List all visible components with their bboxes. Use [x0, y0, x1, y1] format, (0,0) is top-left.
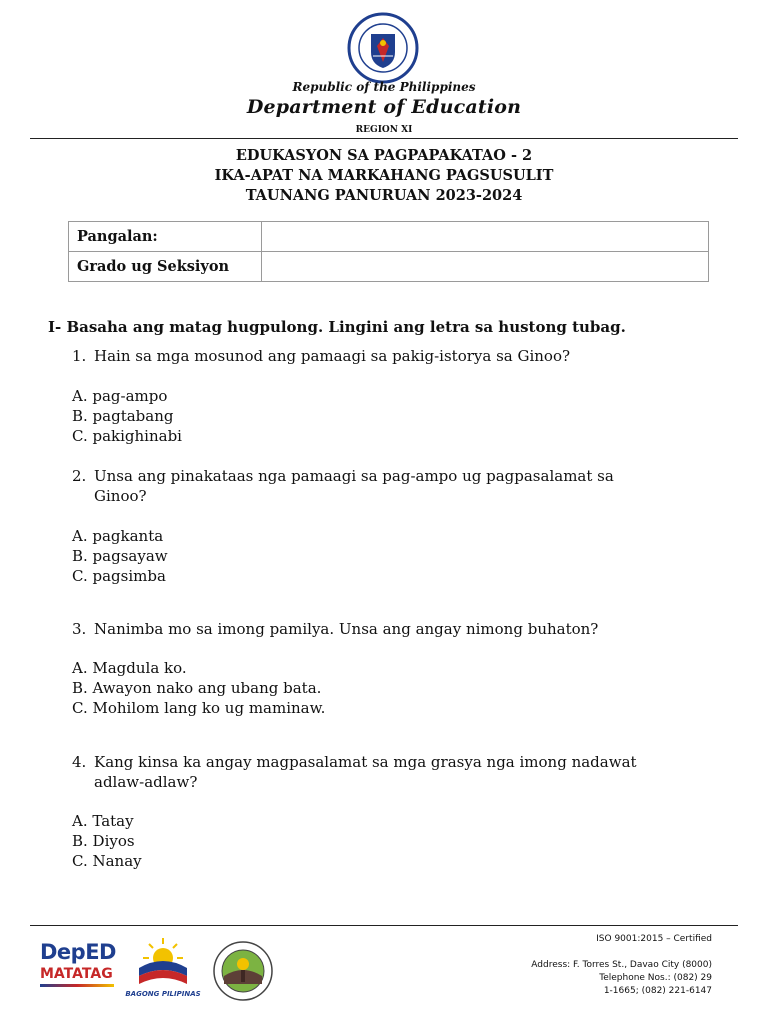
grade-section-label: Grado ug Seksiyon [69, 252, 262, 282]
option-4c[interactable]: C. Nanay [72, 852, 142, 870]
matatag-logo-text: MATATAG [40, 966, 113, 982]
option-3c[interactable]: C. Mohilom lang ko ug maminaw. [72, 699, 326, 717]
option-1b[interactable]: B. pagtabang [72, 407, 174, 425]
question-3 [72, 619, 722, 639]
department-line: Department of Education [246, 96, 522, 118]
option-2c[interactable]: C. pagsimba [72, 567, 166, 585]
exam-subject-title: EDUKASYON SA PAGPAPAKATAO - 2 [235, 147, 533, 164]
logo-underline [40, 984, 114, 987]
question-text-line2: Ginoo? [94, 487, 147, 505]
bagong-pilipinas-emblem-icon [125, 934, 201, 986]
region-line: REGION XI [355, 125, 413, 135]
footer-telephone-2: 1-1665; (082) 221-6147 [603, 986, 712, 996]
question-text-line1: Kang kinsa ka angay magpasalamat sa mga grasya nga imong nadawat [94, 753, 637, 771]
question-text-line1: Unsa ang pinakataas nga pamaagi sa pag-ampo ug pagpasalamat sa [94, 467, 614, 485]
grade-section-row [69, 252, 709, 282]
grade-section-field[interactable] [262, 252, 709, 282]
iso-certification: ISO 9001:2015 – Certified [596, 934, 712, 944]
name-field[interactable] [262, 222, 709, 252]
deped-logo-text: DepED [40, 940, 116, 964]
republic-line: Republic of the Philippines [292, 80, 476, 94]
exam-quarter-title: IKA-APAT NA MARKAHANG PAGSUSULIT [214, 167, 554, 184]
division-seal-logo [212, 940, 274, 1002]
option-2b[interactable]: B. pagsayaw [72, 547, 168, 565]
bagong-pilipinas-text: BAGONG PILIPINAS [125, 990, 201, 998]
question-1 [72, 346, 722, 366]
option-1c[interactable]: C. pakighinabi [72, 427, 182, 445]
school-year-title: TAUNANG PANURUAN 2023-2024 [245, 187, 523, 204]
option-1a[interactable]: A. pag-ampo [72, 387, 168, 405]
question-4 [72, 752, 722, 792]
question-2 [72, 466, 722, 506]
student-info-table [68, 221, 709, 282]
footer-telephone-1: Telephone Nos.: (082) 29 [599, 973, 712, 983]
deped-seal-logo [347, 12, 419, 84]
bagong-pilipinas-logo [125, 934, 201, 1000]
question-number: 2. [72, 467, 87, 485]
question-text-line2: adlaw-adlaw? [94, 773, 198, 791]
name-row [69, 222, 709, 252]
question-text: Hain sa mga mosunod ang pamaagi sa pakig-istorya sa Ginoo? [94, 347, 571, 365]
question-number: 3. [72, 620, 87, 638]
question-number: 1. [72, 347, 87, 365]
option-2a[interactable]: A. pagkanta [72, 527, 164, 545]
footer-divider [30, 925, 738, 926]
option-4a[interactable]: A. Tatay [72, 812, 134, 830]
footer-address: Address: F. Torres St., Davao City (8000) [531, 960, 712, 970]
option-4b[interactable]: B. Diyos [72, 832, 135, 850]
deped-matatag-logo [40, 940, 118, 998]
header-divider [30, 138, 738, 139]
option-3a[interactable]: A. Magdula ko. [72, 659, 187, 677]
question-text: Nanimba mo sa imong pamilya. Unsa ang angay nimong buhaton? [94, 620, 599, 638]
name-label: Pangalan: [69, 222, 262, 252]
option-3b[interactable]: B. Awayon nako ang ubang bata. [72, 679, 322, 697]
question-number: 4. [72, 753, 87, 771]
instructions: I- Basaha ang matag hugpulong. Lingini ang letra sa hustong tubag. [48, 318, 626, 336]
